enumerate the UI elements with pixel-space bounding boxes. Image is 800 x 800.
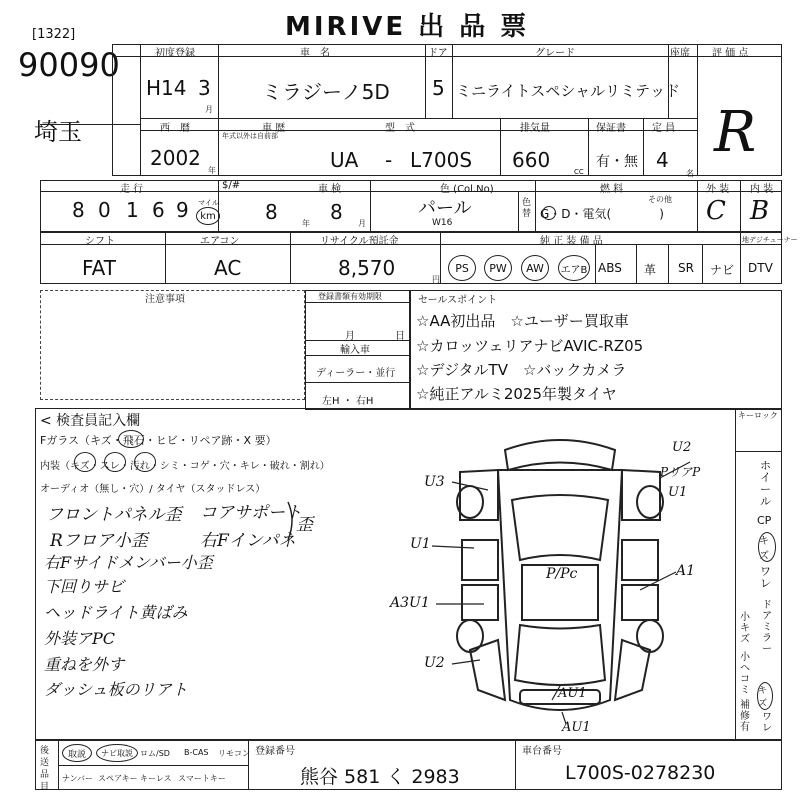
hdr-displacement: 排気量 xyxy=(520,123,550,134)
bottom-remote: リモコン xyxy=(218,749,250,758)
fuel-value: G・D・電気( ) xyxy=(540,207,664,221)
capacity-unit: 名 xyxy=(686,169,694,178)
hdr-car-name: 車 名 xyxy=(300,48,330,59)
hdr-shift-pos: 座席 xyxy=(670,48,690,59)
color-value: パール xyxy=(418,198,472,219)
hw-note-3: Rフロア小歪 xyxy=(50,531,148,551)
dealer-label: ディーラー・並行 xyxy=(316,368,396,379)
reg-month-label: 月 xyxy=(345,331,355,342)
hw-note-11: ダッシュ板のリアト xyxy=(44,680,188,699)
model-value: L700S xyxy=(410,148,473,172)
hdr-chassis-no: 車台番号 xyxy=(522,746,562,757)
hdr-recycle: リサイクル預託金 xyxy=(320,236,399,247)
cc-unit: CC xyxy=(574,168,584,176)
hw-note-6: 右Fサイドメンバー小歪 xyxy=(44,553,213,572)
bottom-navi-manual: ナビ取説 xyxy=(96,744,138,762)
recycle-yen: 円 xyxy=(432,275,440,284)
region: 埼玉 xyxy=(34,118,82,146)
reg-number: 熊谷 581 く 2983 xyxy=(300,766,460,788)
displacement-value: 660 xyxy=(512,148,551,172)
hw-note-10: 重ねを外す xyxy=(44,655,125,674)
hdr-score: 評 価 点 xyxy=(712,48,749,59)
handle-label: 左H ・ 右H xyxy=(322,396,374,407)
legend-door-mirror: ドアミラー xyxy=(762,600,772,655)
chip-circle xyxy=(118,430,144,448)
hw-note-4: 右Fインパネ xyxy=(200,531,296,551)
bottom-manual: 取説 xyxy=(62,744,92,762)
fuel-other: その他 xyxy=(648,195,672,204)
color-code: W16 xyxy=(432,218,453,228)
hdr-doors: ドア xyxy=(428,48,448,59)
legend-small-scratch: 小キズ xyxy=(740,612,750,645)
hdr-interior: 内 装 xyxy=(750,184,774,195)
doors-value: 5 xyxy=(432,76,445,100)
car-name: ミラジーノ5D xyxy=(262,80,390,104)
model-prefix: UA xyxy=(330,148,359,172)
bottom-side-1: 後 xyxy=(40,746,50,756)
hdr-chassis-year: 車 歴 xyxy=(262,123,286,134)
hdr-reg-deadline: 登録書類有効期限 xyxy=(318,292,382,301)
legend-small-dent: 小ヘコミ xyxy=(740,652,750,696)
reg-year: H14 xyxy=(146,76,187,100)
reg-month: 3 xyxy=(198,76,211,100)
legend-crack: ワレ xyxy=(760,565,771,590)
hdr-fuel: 燃 料 xyxy=(600,184,624,195)
hw-note-2: コアサポート xyxy=(200,503,302,523)
capacity-value: 4 xyxy=(656,148,669,172)
equip-abs: ABS xyxy=(598,261,622,275)
mark-ppc: P/Pc xyxy=(546,566,578,582)
inspector-line-3: オーディオ（無し・穴）/ タイヤ（スタッドレス） xyxy=(40,484,266,495)
equip-aw: AW xyxy=(521,255,549,281)
mark-u2-top: U2 xyxy=(672,440,692,455)
legend-mirror-scratch: キズ xyxy=(757,682,773,710)
mileage-digit-3: 1 xyxy=(126,198,139,222)
bottom-rom-sd: ロム/SD xyxy=(140,749,170,758)
hdr-color: 色 (Col.No) xyxy=(440,184,494,195)
aircon-value: AC xyxy=(214,256,242,280)
bottom-spare-key: スペアキー xyxy=(98,774,138,783)
mark-u2-bottom: U2 xyxy=(424,655,445,671)
warranty-value: 有・無 xyxy=(596,154,638,170)
legend-cp: CP xyxy=(757,514,772,527)
score-value: R xyxy=(714,100,757,165)
chassis-number: L700S-0278230 xyxy=(565,762,716,784)
bottom-smart-key: スマートキー xyxy=(178,774,226,783)
model-dash: - xyxy=(385,148,393,172)
hdr-western-year: 西 暦 xyxy=(160,123,190,134)
equip-pw: PW xyxy=(484,255,512,281)
mark-au1-bottom: AU1 xyxy=(562,720,591,735)
mark-u1-right: U1 xyxy=(668,485,688,500)
hdr-shift: シフト xyxy=(85,236,115,247)
year-note: 年式以外は自前部 xyxy=(222,132,278,140)
hdr-first-reg: 初度登録 xyxy=(155,48,195,59)
mark-p-rear: PリアP xyxy=(660,465,701,479)
hdr-keylock: キーロック xyxy=(738,411,778,420)
hdr-tuner: 地デジチューナー xyxy=(742,236,798,244)
hdr-type: 型 式 xyxy=(385,123,415,134)
sales-point-1: ☆AA初出品 ☆ユーザー買取車 xyxy=(416,312,629,330)
legend-scratch: キズ xyxy=(758,532,776,562)
bottom-side-4: 目 xyxy=(40,782,50,792)
hdr-shaken: 車 検 xyxy=(318,184,342,195)
equip-sr: SR xyxy=(678,261,694,275)
mark-a3u1: A3U1 xyxy=(390,595,430,611)
hdr-notes: 注意事項 xyxy=(145,294,185,305)
equip-ps: PS xyxy=(448,255,476,281)
reg-day-label: 日 xyxy=(395,331,405,342)
import-label: 輸入車 xyxy=(340,345,370,356)
mileage-km-unit: km xyxy=(196,207,220,225)
grade-value: ミニライトスペシャルリミテッド xyxy=(456,82,681,100)
hw-note-1: フロントパネル歪 xyxy=(46,505,182,525)
legend-mirror-crack: ワレ xyxy=(762,712,772,734)
mileage-mile: マイル xyxy=(198,199,219,207)
inspector-line-2: 内装（キズ・スレ・汚れ・シミ・コゲ・穴・キレ・破れ・割れ） xyxy=(40,461,330,472)
hdr-warranty: 保証書 xyxy=(596,123,626,134)
bottom-plate: ナンバー xyxy=(62,774,94,783)
bottom-side-2: 送 xyxy=(40,758,50,768)
color-change: 色替 xyxy=(522,198,532,219)
exterior-grade: C xyxy=(706,196,726,226)
recycle-value: 8,570 xyxy=(338,256,396,280)
hdr-sales-points: セールスポイント xyxy=(418,295,498,306)
interior-grade: B xyxy=(750,196,770,226)
fuel-gasoline-circle xyxy=(542,206,556,220)
shaken-year: 8 xyxy=(265,200,278,224)
rub-circle xyxy=(104,452,126,472)
hw-note-8: ヘッドライト黄ばみ xyxy=(44,603,188,622)
hw-note-9: 外装アPC xyxy=(44,629,116,648)
sales-point-3: ☆デジタルTV ☆バックカメラ xyxy=(416,361,627,379)
scratch-circle xyxy=(74,452,96,472)
mark-u1-left: U1 xyxy=(410,536,431,552)
mark-au1-rear: AU1 xyxy=(558,686,587,701)
shaken-year-unit: 年 xyxy=(302,219,310,228)
bottom-side-3: 品 xyxy=(40,770,50,780)
form-title: MIRIVE 出 品 票 xyxy=(285,12,530,42)
mileage-mark: $/# xyxy=(222,180,241,191)
hdr-capacity: 定 員 xyxy=(652,123,676,134)
mileage-digit-1: 8 xyxy=(72,198,85,222)
legend-repaired: 補修有 xyxy=(740,700,750,733)
equipment-frame xyxy=(40,232,782,284)
mark-a1: A1 xyxy=(676,563,696,579)
bottom-keyless: キーレス xyxy=(140,774,172,783)
sales-point-2: ☆カロッツェリアナビAVIC-RZ05 xyxy=(416,337,644,355)
month-small: 月 xyxy=(205,105,213,114)
lot-number: 90090 xyxy=(18,46,120,84)
hdr-grade: グレード xyxy=(535,48,575,59)
legend-wheel: ホイール xyxy=(760,459,771,508)
shaken-month: 8 xyxy=(330,200,343,224)
sales-point-4: ☆純正アルミ2025年製タイヤ xyxy=(416,385,617,403)
hdr-inspector: < 検査員記入欄 xyxy=(40,413,141,429)
hdr-equipment: 純 正 装 備 品 xyxy=(540,236,603,247)
hdr-aircon: エアコン xyxy=(200,236,240,247)
western-year: 2002 xyxy=(150,146,201,170)
shift-value: FAT xyxy=(82,256,117,280)
mileage-digit-2: 0 xyxy=(98,198,111,222)
hw-note-7: 下回りサビ xyxy=(44,577,125,596)
mark-u3: U3 xyxy=(424,474,445,490)
equip-leather: 革 xyxy=(644,263,657,277)
mileage-digit-4: 6 xyxy=(152,198,165,222)
notes-box xyxy=(40,290,305,400)
equip-dtv: DTV xyxy=(748,261,773,275)
shaken-month-unit: 月 xyxy=(358,219,366,228)
year-small: 年 xyxy=(208,166,216,175)
hdr-mileage: 走 行 xyxy=(120,184,144,195)
hdr-exterior: 外 装 xyxy=(706,184,730,195)
lot-small: [1322] xyxy=(32,27,76,42)
equip-airbag: エアB xyxy=(558,255,590,281)
hdr-reg-number: 登録番号 xyxy=(255,746,295,757)
bottom-bcas: B-CAS xyxy=(184,748,209,757)
mileage-digit-5: 9 xyxy=(176,198,189,222)
equip-navi: ナビ xyxy=(710,263,735,277)
inspector-line-1: Fガラス（キズ・飛石・ヒビ・リペア跡・X 要） xyxy=(40,434,277,447)
hw-note-5: 歪 xyxy=(296,515,313,535)
dirt-circle xyxy=(134,452,156,472)
